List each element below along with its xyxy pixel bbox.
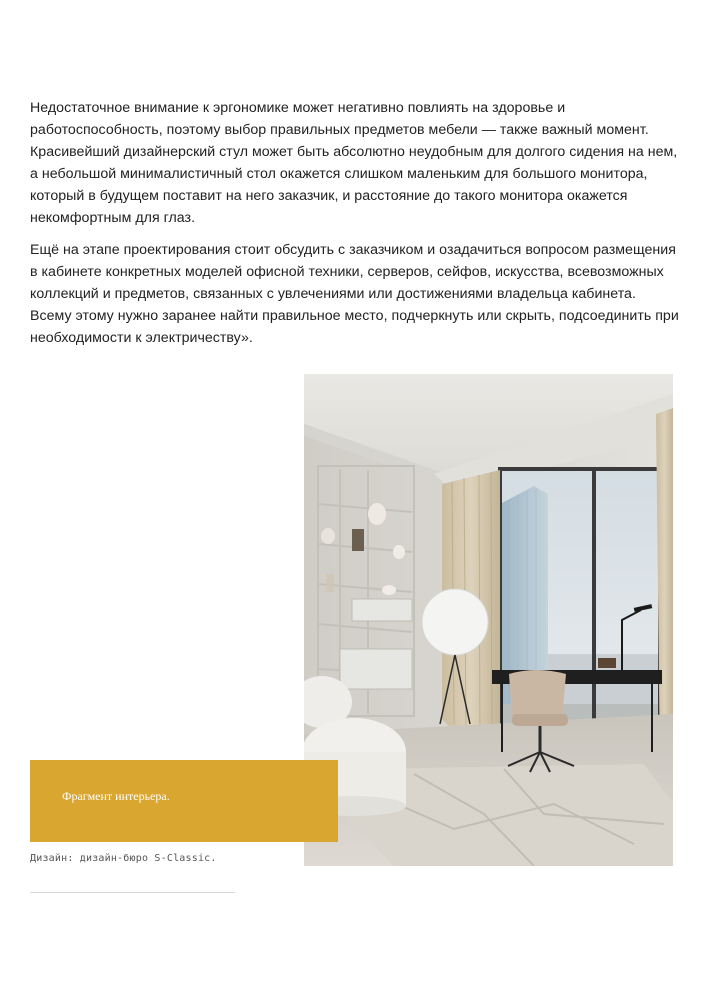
- article-paragraph: Ещё на этапе проектирования стоит обсудить с заказчиком и озадачиться вопросом размещения в кабинете конкретных моделей офисной техники, серверов, сейфов, искусства, всевозможных коллекций и предметов, связанных с увлечениями или достижениями владельца кабинета. Всему этому нужно заранее найти правильное место, подчеркнуть или скрыть, подсоединить при необходимости к электричеству».: [30, 242, 679, 346]
- figure-caption: Фрагмент интерьера.: [62, 789, 170, 803]
- caption-box: [30, 760, 338, 842]
- photo-credit: Дизайн: дизайн-бюро S-Classic.: [30, 853, 217, 864]
- divider: [30, 892, 235, 893]
- interior-photo[interactable]: [304, 374, 673, 866]
- article-body: [30, 97, 680, 359]
- article-paragraph: Недостаточное внимание к эргономике может негативно повлиять на здоровье и работоспособность, поэтому выбор правильных предметов мебели — также важный момент. Красивейший дизайнерский стул может быть абсолютно неудобным для долгого сидения на нем, а небольшой минималистичный стол окажется слишком маленьким для большого монитора, который в будущем поставит на него заказчик, и расстояние до такого монитора окажется некомфортным для глаз.: [30, 100, 678, 226]
